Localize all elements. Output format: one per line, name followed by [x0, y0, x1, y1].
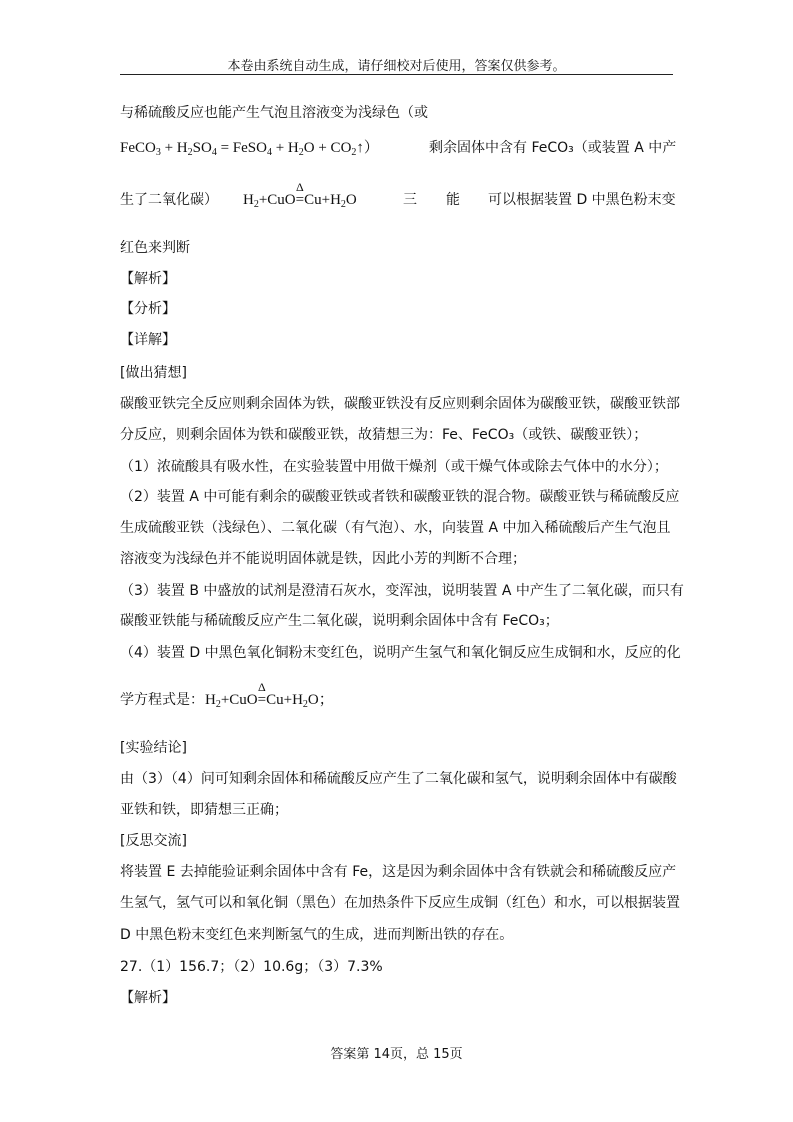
answer-line-3-guess: 三 — [403, 192, 417, 208]
answer-line-4: 红色来判断 — [120, 240, 190, 256]
section-fenxi: 【分析】 — [120, 301, 176, 317]
page-header: 本卷由系统自动生成，请仔细校对后使用，答案仅供参考。 — [227, 59, 566, 74]
section-jiexi-2: 【解析】 — [120, 990, 176, 1006]
equation-h2-cuo-2: $H_2+CuO$ Δ $=Cu+H_2O$； — [205, 680, 334, 710]
reflection-line-3: D 中黑色粉末变红色来判断氢气的生成，进而判断出铁的存在。 — [120, 927, 514, 943]
paragraph-2: （1）浓硫酸具有吸水性，在实验装置中用做干燥剂（或干燥气体或除去气体中的水分）； — [120, 459, 668, 475]
conclusion-line-1: 由（3）（4）问可知剩余固体和稀硫酸反应产生了二氧化碳和氢气，说明剩余固体中有碳酸 — [120, 771, 677, 787]
paragraph-4b: 碳酸亚铁能与稀硫酸反应产生二氧化碳，说明剩余固体中含有 FeCO₃； — [120, 613, 559, 629]
answer-line-3-a: 生了二氧化碳） — [120, 192, 218, 208]
paragraph-3b: 生成硫酸亚铁（浅绿色）、二氧化碳（有气泡）、水，向装置 A 中加入稀硫酸后产生气泡且 — [120, 520, 671, 536]
conclusion-line-2: 亚铁和铁，即猜想三正确； — [120, 802, 288, 818]
answer-line-3-can: 能 — [446, 192, 460, 208]
reflection-line-2: 生氢气，氢气可以和氧化铜（黑色）在加热条件下反应生成铜（红色）和水，可以根据装置 — [120, 895, 680, 911]
section-xiangjie: 【详解】 — [120, 332, 176, 348]
paragraph-5b: 学方程式是： — [120, 692, 204, 708]
equation-feco3-h2so4: FeCO$_3$ + $H_2SO_4$ = FeSO$_4$ + $H_2O$ + $CO_2↑$） — [120, 140, 379, 158]
delta-heat-symbol: Δ — [258, 680, 266, 694]
header-divider — [120, 74, 673, 75]
paragraph-5a: （4）装置 D 中黑色氧化铜粉末变红色，说明产生氢气和氧化铜反应生成铜和水，反应的化 — [120, 645, 681, 661]
paragraph-3c: 溶液变为浅绿色并不能说明固体就是铁，因此小芳的判断不合理； — [120, 551, 526, 567]
paragraph-1b: 分反应，则剩余固体为铁和碳酸亚铁，故猜想三为：Fe、FeCO₃（或铁、碳酸亚铁）； — [120, 427, 648, 443]
reflection-line-1: 将装置 E 去掉能验证剩余固体中含有 Fe，这是因为剩余固体中含有铁就会和稀硫酸反应产 — [120, 864, 677, 880]
section-reflection: [反思交流] — [120, 833, 187, 849]
paragraph-1a: 碳酸亚铁完全反应则剩余固体为铁，碳酸亚铁没有反应则剩余固体为碳酸亚铁，碳酸亚铁部 — [120, 396, 680, 412]
delta-heat-symbol: Δ — [296, 180, 304, 194]
section-guess: [做出猜想] — [120, 365, 187, 381]
paragraph-4a: （3）装置 B 中盛放的试剂是澄清石灰水，变浑浊，说明装置 A 中产生了二氧化碳，而只有 — [120, 583, 684, 599]
equation-h2-cuo-1: $H_2+CuO$ Δ $=Cu+H_2O$ — [243, 180, 357, 210]
answer-line-1: 与稀硫酸反应也能产生气泡且溶液变为浅绿色（或 — [120, 105, 428, 121]
question-27-answer: 27.（1）156.7；（2）10.6g；（3）7.3% — [120, 959, 383, 975]
answer-line-3-d: 可以根据装置 D 中黑色粉末变 — [488, 192, 676, 208]
paragraph-3a: （2）装置 A 中可能有剩余的碳酸亚铁或者铁和碳酸亚铁的混合物。碳酸亚铁与稀硫酸反应 — [120, 489, 680, 505]
section-jiexi: 【解析】 — [120, 271, 176, 287]
page-footer: 答案第 14页，总 15页 — [330, 1047, 463, 1062]
section-conclusion: [实验结论] — [120, 740, 187, 756]
answer-line-2-text: 剩余固体中含有 FeCO₃（或装置 A 中产 — [429, 140, 677, 156]
